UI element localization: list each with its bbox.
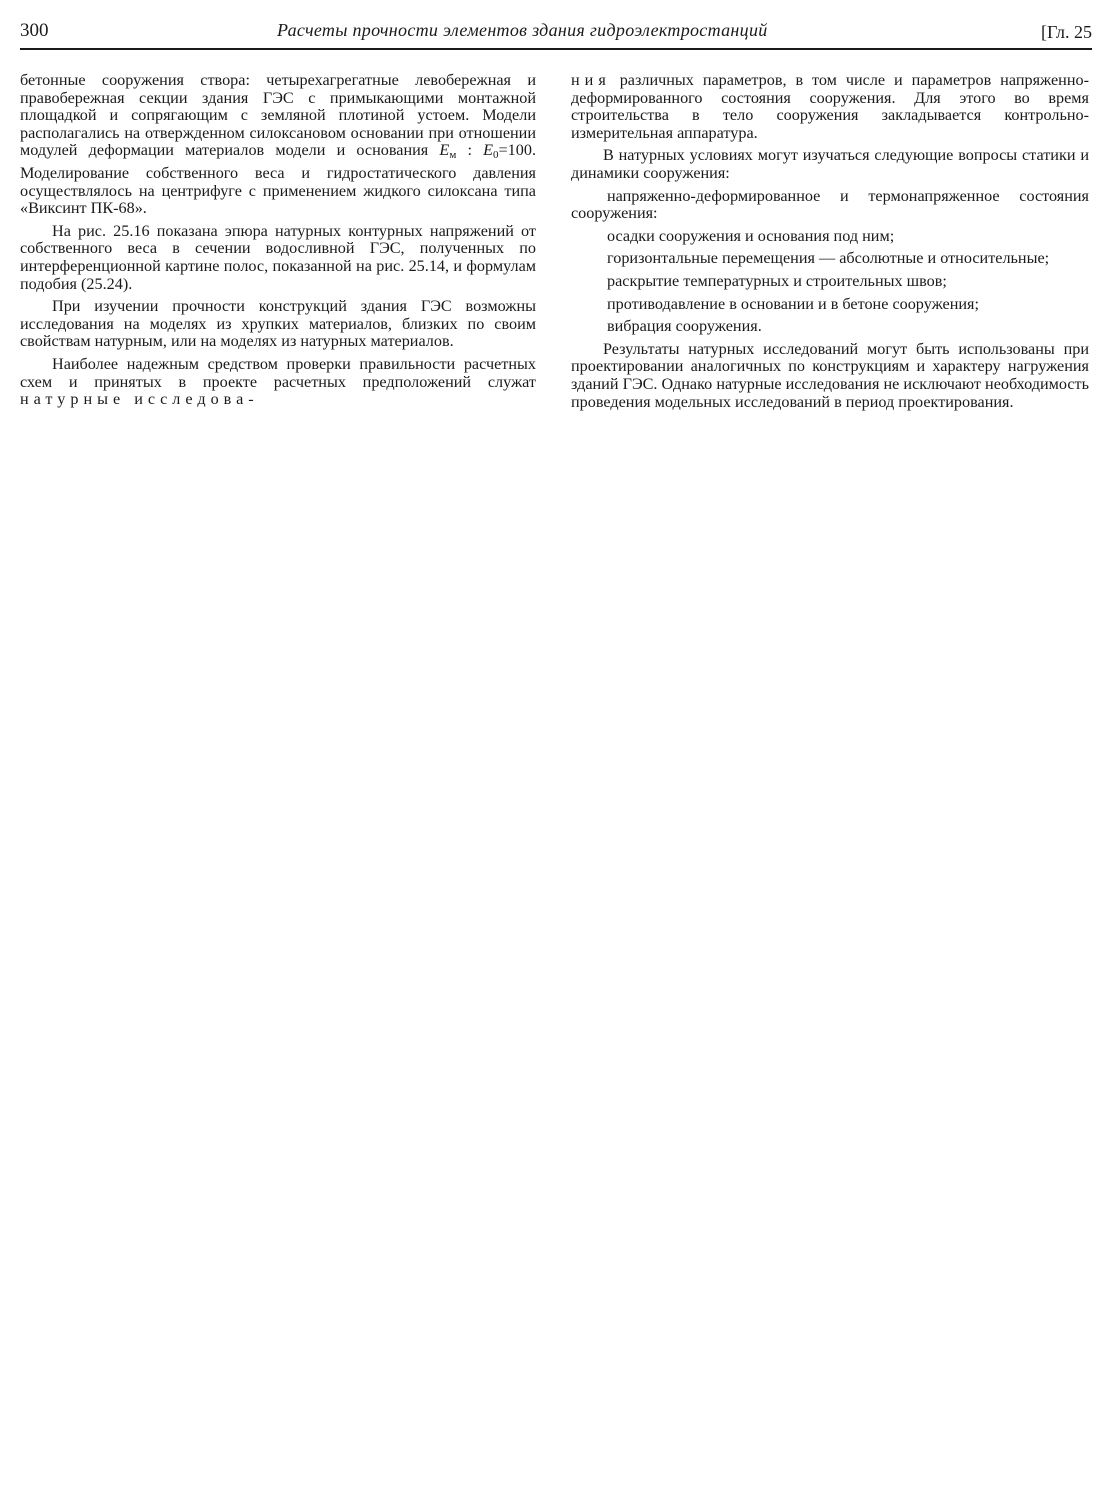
subscript: м: [449, 149, 457, 162]
paragraph: При изучении прочности конструкций здания ГЭС возможны исследования на моделях из хрупких материалов, близких по своим свойствам натурным, или на моделях из натурных материалов.: [20, 297, 536, 351]
modulus-symbol: E: [483, 141, 494, 160]
page-header: [20, 14, 1092, 50]
list-item: раскрытие температурных и строительных швов;: [607, 271, 947, 290]
text-run: Наиболее надежным средством проверки правильности расчетных схем и принятых в проекте расчетных предположений служат: [20, 354, 536, 391]
list-item: осадки сооружения и основания под ним;: [607, 226, 895, 245]
paragraph: [20, 72, 536, 218]
list-item: вибрация сооружения.: [607, 317, 762, 336]
emphasized-term: ния: [571, 71, 611, 89]
subscript: 0: [493, 149, 499, 162]
emphasized-term: натурные исследова-: [20, 390, 259, 409]
chapter-reference: [Гл. 25: [1040, 22, 1092, 42]
text-run: бетонные сооружения створа: четырехагрегатные левобережная и правобережная секции здания ГЭС с примыкающими монтажной площадкой и сопрягающим с земляной плотиной устоем. Модели располагались на отвержденном силоксановом основании при отношении модулей деформации материалов модели и основания: [20, 71, 536, 160]
paragraph: Результаты натурных исследований могут быть использованы при проектировании аналогичных по конструкциям и характеру нагружения зданий ГЭС. Однако натурные исследования не исключают необходимость проведения модельных исследований в период проектирования.: [571, 339, 1089, 411]
running-title: Расчеты прочности элементов здания гидроэлектростанций: [277, 20, 768, 40]
list-item: горизонтальные перемещения — абсолютные и относительные;: [607, 249, 1050, 268]
right-column: [571, 72, 1089, 416]
paragraph: В натурных условиях могут изучаться следующие вопросы статики и динамики сооружения:: [571, 146, 1089, 182]
left-column: [20, 72, 536, 414]
text-run: =100. Моделирование собственного веса и гидростатического давления осуществлялось на центрифуге с применением жидкого силоксана типа «Виксинт ПК-68».: [20, 141, 536, 218]
paragraph: На рис. 25.16 показана эпюра натурных контурных напряжений от собственного веса в сечении водосливной ГЭС, полученных по интерференционной картине полос, показанной на рис. 25.14, и формулам подобия (25.24).: [20, 221, 536, 293]
paragraph: [571, 72, 1089, 142]
page-number: 300: [20, 20, 49, 41]
list-item: противодавление в основании и в бетоне сооружения;: [607, 294, 979, 313]
text-run: различных параметров, в том числе и параметров напряженно-деформированного состояния сооружения. Для этого во время строительства в тело сооружения закладывается контрольно-измерительная аппаратура.: [571, 71, 1089, 142]
list-item: напряженно-деформированное и термонапряженное состояния сооружения:: [571, 186, 1089, 223]
ratio-colon: :: [456, 141, 484, 160]
paragraph: [20, 356, 536, 409]
modulus-symbol: E: [439, 141, 450, 160]
